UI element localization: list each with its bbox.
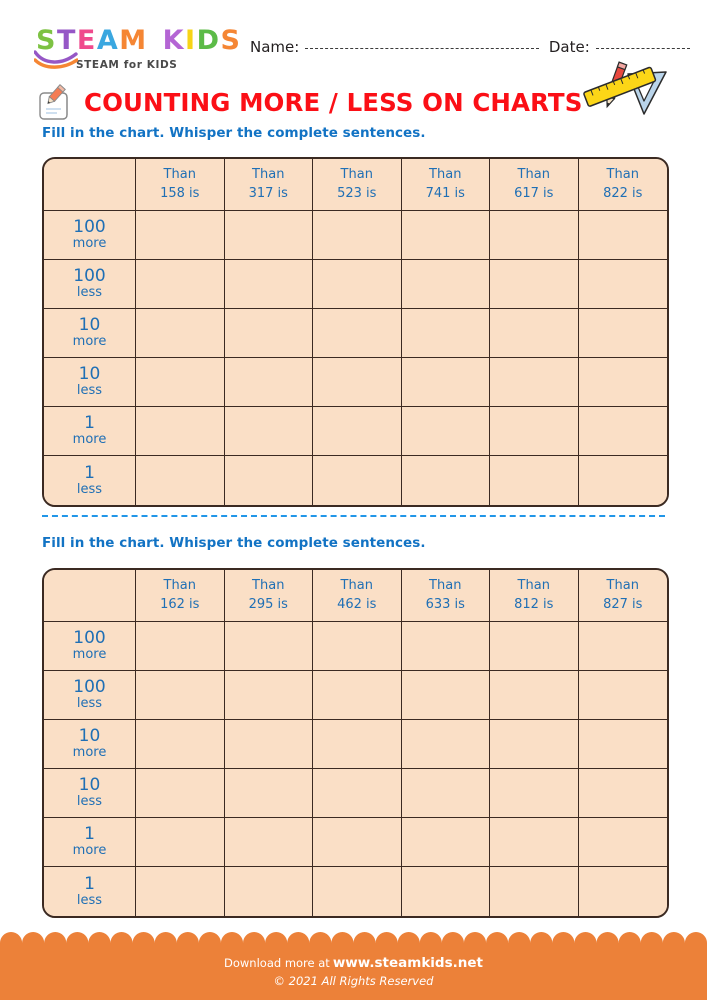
column-header-5 xyxy=(490,159,579,211)
column-header-than: Than xyxy=(163,577,196,593)
answer-cell-r3-c1[interactable] xyxy=(136,309,225,358)
column-header-number: 462 is xyxy=(337,596,377,612)
row-label-amount: 10 xyxy=(78,364,101,385)
row-label-amount: 10 xyxy=(78,775,101,796)
chart-row xyxy=(44,622,667,671)
logo-letter-5 xyxy=(148,27,163,54)
answer-cell-r1-c4[interactable] xyxy=(402,211,491,260)
answer-cell-r4-c1[interactable] xyxy=(136,769,225,818)
answer-cell-r6-c4[interactable] xyxy=(402,867,491,916)
answer-cell-r2-c6[interactable] xyxy=(579,671,668,720)
chart-row xyxy=(44,260,667,309)
answer-cell-r3-c2[interactable] xyxy=(225,720,314,769)
logo-letter-1: T xyxy=(56,25,77,56)
footer-download-label: Download more at xyxy=(224,956,330,970)
answer-cell-r3-c5[interactable] xyxy=(490,309,579,358)
answer-cell-r6-c1[interactable] xyxy=(136,867,225,916)
column-header-6 xyxy=(579,570,668,622)
counting-chart-2 xyxy=(42,568,669,918)
answer-cell-r5-c1[interactable] xyxy=(136,407,225,456)
column-header-than: Than xyxy=(517,577,550,593)
chart-1-body xyxy=(44,159,667,505)
answer-cell-r1-c2[interactable] xyxy=(225,622,314,671)
instruction-text-1: Fill in the chart. Whisper the complete sentences. xyxy=(42,125,426,141)
column-header-6 xyxy=(579,159,668,211)
column-header-number: 523 is xyxy=(337,185,377,201)
column-header-1 xyxy=(136,570,225,622)
answer-cell-r2-c5[interactable] xyxy=(490,671,579,720)
chart-header-row xyxy=(44,159,667,211)
column-header-5 xyxy=(490,570,579,622)
answer-cell-r1-c5[interactable] xyxy=(490,211,579,260)
answer-cell-r2-c2[interactable] xyxy=(225,260,314,309)
title-row xyxy=(33,82,583,122)
instruction-text-2: Fill in the chart. Whisper the complete sentences. xyxy=(42,535,426,551)
column-header-than: Than xyxy=(163,166,196,182)
answer-cell-r5-c5[interactable] xyxy=(490,407,579,456)
row-label-amount: 1 xyxy=(84,824,95,845)
logo-letter-0: S xyxy=(36,25,57,56)
column-header-than: Than xyxy=(606,577,639,593)
answer-cell-r5-c5[interactable] xyxy=(490,818,579,867)
chart-row xyxy=(44,720,667,769)
column-header-than: Than xyxy=(340,577,373,593)
row-label-direction: more xyxy=(72,745,107,761)
column-header-number: 617 is xyxy=(514,185,554,201)
page-footer xyxy=(0,933,707,1000)
answer-cell-r4-c5[interactable] xyxy=(490,358,579,407)
answer-cell-r3-c2[interactable] xyxy=(225,309,314,358)
answer-cell-r3-c6[interactable] xyxy=(579,309,668,358)
chart-row xyxy=(44,769,667,818)
column-header-number: 741 is xyxy=(425,185,465,201)
answer-cell-r3-c3[interactable] xyxy=(313,720,402,769)
logo-letter-2: E xyxy=(76,25,97,56)
column-header-4 xyxy=(402,159,491,211)
row-label-1-more xyxy=(44,818,136,867)
answer-cell-r6-c2[interactable] xyxy=(225,456,314,505)
column-header-than: Than xyxy=(429,166,462,182)
column-header-number: 633 is xyxy=(425,596,465,612)
answer-cell-r3-c5[interactable] xyxy=(490,720,579,769)
row-label-direction: less xyxy=(76,696,103,712)
answer-cell-r2-c3[interactable] xyxy=(313,671,402,720)
row-label-amount: 10 xyxy=(78,726,101,747)
logo-letter-7: I xyxy=(185,25,197,56)
chart-corner-cell xyxy=(44,159,136,211)
row-label-amount: 1 xyxy=(84,413,95,434)
row-label-100-less xyxy=(44,260,136,309)
row-label-amount: 100 xyxy=(73,628,106,649)
row-label-1-less xyxy=(44,867,136,916)
column-header-than: Than xyxy=(340,166,373,182)
row-label-100-less xyxy=(44,671,136,720)
chart-row xyxy=(44,358,667,407)
answer-cell-r4-c2[interactable] xyxy=(225,769,314,818)
column-header-number: 317 is xyxy=(248,185,288,201)
footer-download-line xyxy=(224,955,483,971)
logo-wordmark xyxy=(36,25,242,56)
column-header-than: Than xyxy=(517,166,550,182)
row-label-direction: more xyxy=(72,236,107,252)
answer-cell-r2-c2[interactable] xyxy=(225,671,314,720)
chart-row xyxy=(44,867,667,916)
row-label-10-less xyxy=(44,769,136,818)
footer-scallop-edge xyxy=(0,932,707,943)
answer-cell-r2-c1[interactable] xyxy=(136,671,225,720)
column-header-number: 295 is xyxy=(248,596,288,612)
answer-cell-r2-c1[interactable] xyxy=(136,260,225,309)
row-label-100-more xyxy=(44,211,136,260)
answer-cell-r6-c6[interactable] xyxy=(579,456,668,505)
footer-text xyxy=(0,943,707,1000)
answer-cell-r2-c6[interactable] xyxy=(579,260,668,309)
chart-header-row xyxy=(44,570,667,622)
row-label-direction: more xyxy=(72,843,107,859)
steam-kids-logo xyxy=(36,25,242,71)
logo-letter-9: S xyxy=(220,25,242,56)
chart-corner-cell xyxy=(44,570,136,622)
row-label-10-more xyxy=(44,720,136,769)
answer-cell-r5-c3[interactable] xyxy=(313,818,402,867)
row-label-direction: more xyxy=(72,647,107,663)
answer-cell-r1-c4[interactable] xyxy=(402,622,491,671)
chart-2-body xyxy=(44,570,667,916)
column-header-number: 158 is xyxy=(160,185,200,201)
chart-row xyxy=(44,211,667,260)
answer-cell-r5-c6[interactable] xyxy=(579,818,668,867)
answer-cell-r1-c1[interactable] xyxy=(136,211,225,260)
answer-cell-r3-c1[interactable] xyxy=(136,720,225,769)
logo-letter-8: D xyxy=(196,25,221,56)
row-label-100-more xyxy=(44,622,136,671)
column-header-than: Than xyxy=(252,166,285,182)
row-label-direction: less xyxy=(76,794,103,810)
answer-cell-r2-c4[interactable] xyxy=(402,671,491,720)
answer-cell-r6-c1[interactable] xyxy=(136,456,225,505)
page-title: COUNTING MORE / LESS ON CHARTS xyxy=(84,87,583,117)
column-header-2 xyxy=(225,570,314,622)
chart-row xyxy=(44,671,667,720)
answer-cell-r6-c6[interactable] xyxy=(579,867,668,916)
row-label-amount: 100 xyxy=(73,266,106,287)
column-header-number: 822 is xyxy=(603,185,643,201)
row-label-10-more xyxy=(44,309,136,358)
answer-cell-r1-c3[interactable] xyxy=(313,622,402,671)
name-label: Name: xyxy=(250,38,300,56)
answer-cell-r6-c2[interactable] xyxy=(225,867,314,916)
answer-cell-r3-c4[interactable] xyxy=(402,309,491,358)
row-label-amount: 1 xyxy=(84,873,95,894)
column-header-number: 162 is xyxy=(160,596,200,612)
answer-cell-r1-c6[interactable] xyxy=(579,211,668,260)
answer-cell-r3-c3[interactable] xyxy=(313,309,402,358)
answer-cell-r1-c3[interactable] xyxy=(313,211,402,260)
column-header-than: Than xyxy=(606,166,639,182)
answer-cell-r5-c4[interactable] xyxy=(402,818,491,867)
answer-cell-r6-c4[interactable] xyxy=(402,456,491,505)
column-header-3 xyxy=(313,570,402,622)
answer-cell-r2-c5[interactable] xyxy=(490,260,579,309)
row-label-1-more xyxy=(44,407,136,456)
row-label-direction: less xyxy=(76,383,103,399)
logo-tagline: STEAM for KIDS xyxy=(76,59,178,71)
logo-letter-4: M xyxy=(119,25,148,56)
row-label-direction: less xyxy=(76,892,103,908)
answer-cell-r6-c5[interactable] xyxy=(490,456,579,505)
chart-row xyxy=(44,407,667,456)
answer-cell-r4-c5[interactable] xyxy=(490,769,579,818)
column-header-than: Than xyxy=(252,577,285,593)
date-input[interactable] xyxy=(596,48,690,49)
answer-cell-r1-c1[interactable] xyxy=(136,622,225,671)
answer-cell-r2-c3[interactable] xyxy=(313,260,402,309)
row-label-direction: more xyxy=(72,334,107,350)
answer-cell-r1-c5[interactable] xyxy=(490,622,579,671)
chart-row xyxy=(44,456,667,505)
footer-site-link[interactable]: www.steamkids.net xyxy=(332,955,483,971)
answer-cell-r5-c2[interactable] xyxy=(225,818,314,867)
row-label-amount: 10 xyxy=(78,315,101,336)
answer-cell-r4-c6[interactable] xyxy=(579,358,668,407)
chart-row xyxy=(44,309,667,358)
answer-cell-r5-c4[interactable] xyxy=(402,407,491,456)
answer-cell-r4-c1[interactable] xyxy=(136,358,225,407)
answer-cell-r4-c2[interactable] xyxy=(225,358,314,407)
section-divider xyxy=(42,515,665,517)
answer-cell-r3-c4[interactable] xyxy=(402,720,491,769)
row-label-amount: 100 xyxy=(73,677,106,698)
row-label-direction: less xyxy=(76,285,103,301)
column-header-3 xyxy=(313,159,402,211)
answer-cell-r4-c4[interactable] xyxy=(402,358,491,407)
footer-copyright: © 2021 All Rights Reserved xyxy=(273,974,434,988)
answer-cell-r6-c3[interactable] xyxy=(313,867,402,916)
column-header-2 xyxy=(225,159,314,211)
answer-cell-r4-c3[interactable] xyxy=(313,358,402,407)
chart-row xyxy=(44,818,667,867)
row-label-amount: 100 xyxy=(73,217,106,238)
answer-cell-r5-c3[interactable] xyxy=(313,407,402,456)
column-header-number: 812 is xyxy=(514,596,554,612)
name-date-row xyxy=(250,38,690,56)
logo-letter-6: K xyxy=(162,25,186,56)
answer-cell-r3-c6[interactable] xyxy=(579,720,668,769)
name-input[interactable] xyxy=(305,48,539,49)
answer-cell-r5-c1[interactable] xyxy=(136,818,225,867)
column-header-number: 827 is xyxy=(603,596,643,612)
row-label-10-less xyxy=(44,358,136,407)
column-header-than: Than xyxy=(429,577,462,593)
answer-cell-r2-c4[interactable] xyxy=(402,260,491,309)
row-label-direction: more xyxy=(72,432,107,448)
logo-letter-3: A xyxy=(96,25,120,56)
answer-cell-r6-c5[interactable] xyxy=(490,867,579,916)
answer-cell-r4-c6[interactable] xyxy=(579,769,668,818)
column-header-4 xyxy=(402,570,491,622)
answer-cell-r5-c2[interactable] xyxy=(225,407,314,456)
notepad-pencil-icon xyxy=(33,82,75,122)
date-label: Date: xyxy=(548,38,590,56)
row-label-direction: less xyxy=(76,481,103,497)
answer-cell-r4-c4[interactable] xyxy=(402,769,491,818)
answer-cell-r6-c3[interactable] xyxy=(313,456,402,505)
answer-cell-r1-c2[interactable] xyxy=(225,211,314,260)
counting-chart-1 xyxy=(42,157,669,507)
answer-cell-r1-c6[interactable] xyxy=(579,622,668,671)
ruler-pencil-triangle-icon xyxy=(566,58,674,120)
answer-cell-r5-c6[interactable] xyxy=(579,407,668,456)
answer-cell-r4-c3[interactable] xyxy=(313,769,402,818)
row-label-amount: 1 xyxy=(84,462,95,483)
column-header-1 xyxy=(136,159,225,211)
row-label-1-less xyxy=(44,456,136,505)
